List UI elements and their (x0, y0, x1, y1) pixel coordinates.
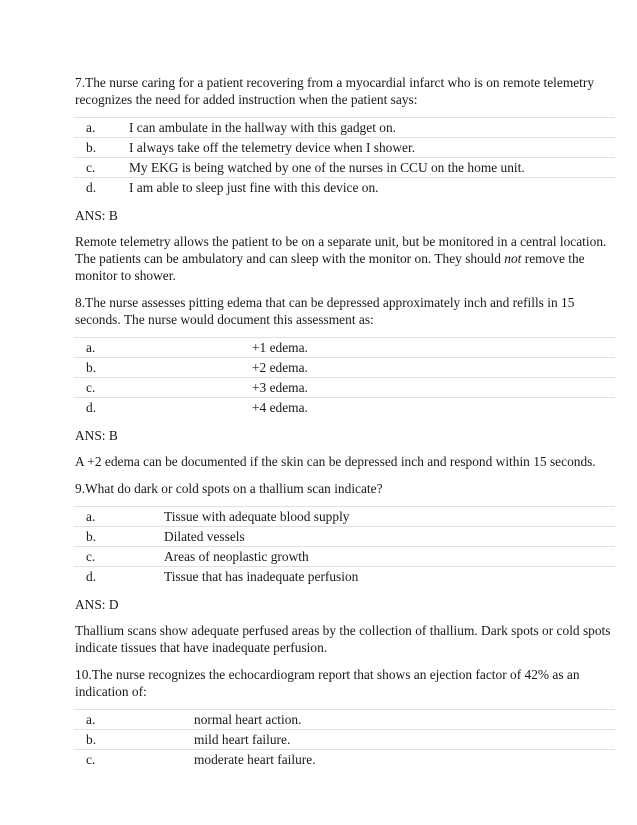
option-row (74, 566, 615, 586)
question-stem (75, 666, 620, 700)
option-row (74, 357, 615, 377)
option-letter: a. (86, 712, 96, 727)
option-row (74, 137, 615, 157)
option-text: moderate heart failure. (194, 752, 316, 767)
question-7 (75, 74, 620, 284)
question-10 (75, 666, 620, 769)
option-text: I always take off the telemetry device when I shower. (129, 140, 416, 155)
rationale-emphasis: not (504, 251, 522, 266)
option-letter: d. (86, 400, 97, 415)
option-letter: b. (86, 360, 97, 375)
question-number: 10. (75, 667, 92, 682)
question-8 (75, 294, 620, 470)
option-letter: d. (86, 180, 97, 195)
rationale: Thallium scans show adequate perfused areas by the collection of thallium. Dark spots or cold spots indicate tissues that have inadequate perfusion. (75, 623, 611, 655)
option-row (74, 749, 615, 769)
answer-key: ANS: D (75, 597, 119, 612)
question-stem (75, 74, 620, 108)
question-stem (75, 294, 620, 328)
option-letter: a. (86, 120, 96, 135)
option-row (74, 117, 615, 137)
option-letter: b. (86, 140, 97, 155)
option-text: Tissue that has inadequate perfusion (164, 569, 359, 584)
option-row (74, 526, 615, 546)
question-stem (75, 480, 620, 497)
rationale (75, 233, 620, 284)
option-row (74, 397, 615, 417)
options-table (74, 506, 615, 586)
question-stem-text: What do dark or cold spots on a thallium scan indicate? (85, 481, 383, 496)
option-letter: b. (86, 732, 97, 747)
option-text: Tissue with adequate blood supply (164, 509, 350, 524)
option-text: I can ambulate in the hallway with this gadget on. (129, 120, 396, 135)
option-letter: d. (86, 569, 97, 584)
option-row (74, 729, 615, 749)
option-row (74, 709, 615, 729)
option-row (74, 546, 615, 566)
option-text: My EKG is being watched by one of the nurses in CCU on the home unit. (129, 160, 525, 175)
option-text: mild heart failure. (194, 732, 291, 747)
options-table (74, 709, 615, 769)
option-row (74, 177, 615, 197)
rationale-text: Remote telemetry allows the patient to be on a separate unit, but be monitored in a central location. The patients can be ambulatory and can sleep with the monitor on. They should (75, 234, 607, 266)
question-stem-text: The nurse recognizes the echocardiogram report that shows an ejection factor of 42% as an indication of: (75, 667, 580, 699)
question-stem-text: The nurse assesses pitting edema that can be depressed approximately inch and refills in 15 seconds. The nurse would document this assessment as: (75, 295, 575, 327)
question-9 (75, 480, 620, 656)
question-number: 8. (75, 295, 86, 310)
option-letter: a. (86, 509, 96, 524)
option-letter: c. (86, 752, 96, 767)
option-row (74, 157, 615, 177)
option-letter: c. (86, 380, 96, 395)
option-text: Dilated vessels (164, 529, 245, 544)
question-number: 9. (75, 481, 86, 496)
answer-key: ANS: B (75, 428, 118, 443)
option-text: Areas of neoplastic growth (164, 549, 309, 564)
rationale-text: remove the monitor to shower. (75, 251, 585, 283)
option-text: +3 edema. (252, 380, 308, 395)
option-text: I am able to sleep just fine with this device on. (129, 180, 379, 195)
question-stem-text: The nurse caring for a patient recovering from a myocardial infarct who is on remote telemetry recognizes the need for added instruction when the patient says: (75, 75, 595, 107)
question-number: 7. (75, 75, 86, 90)
options-table (74, 117, 615, 197)
option-row (74, 506, 615, 526)
answer-key: ANS: B (75, 208, 118, 223)
options-table (74, 337, 615, 417)
document-page (75, 74, 620, 779)
option-text: +2 edema. (252, 360, 308, 375)
option-text: +1 edema. (252, 340, 308, 355)
option-letter: a. (86, 340, 96, 355)
option-letter: b. (86, 529, 97, 544)
option-letter: c. (86, 160, 96, 175)
option-row (74, 377, 615, 397)
rationale: A +2 edema can be documented if the skin can be depressed inch and respond within 15 seconds. (75, 454, 596, 469)
option-letter: c. (86, 549, 96, 564)
option-text: +4 edema. (252, 400, 308, 415)
option-text: normal heart action. (194, 712, 302, 727)
option-row (74, 337, 615, 357)
